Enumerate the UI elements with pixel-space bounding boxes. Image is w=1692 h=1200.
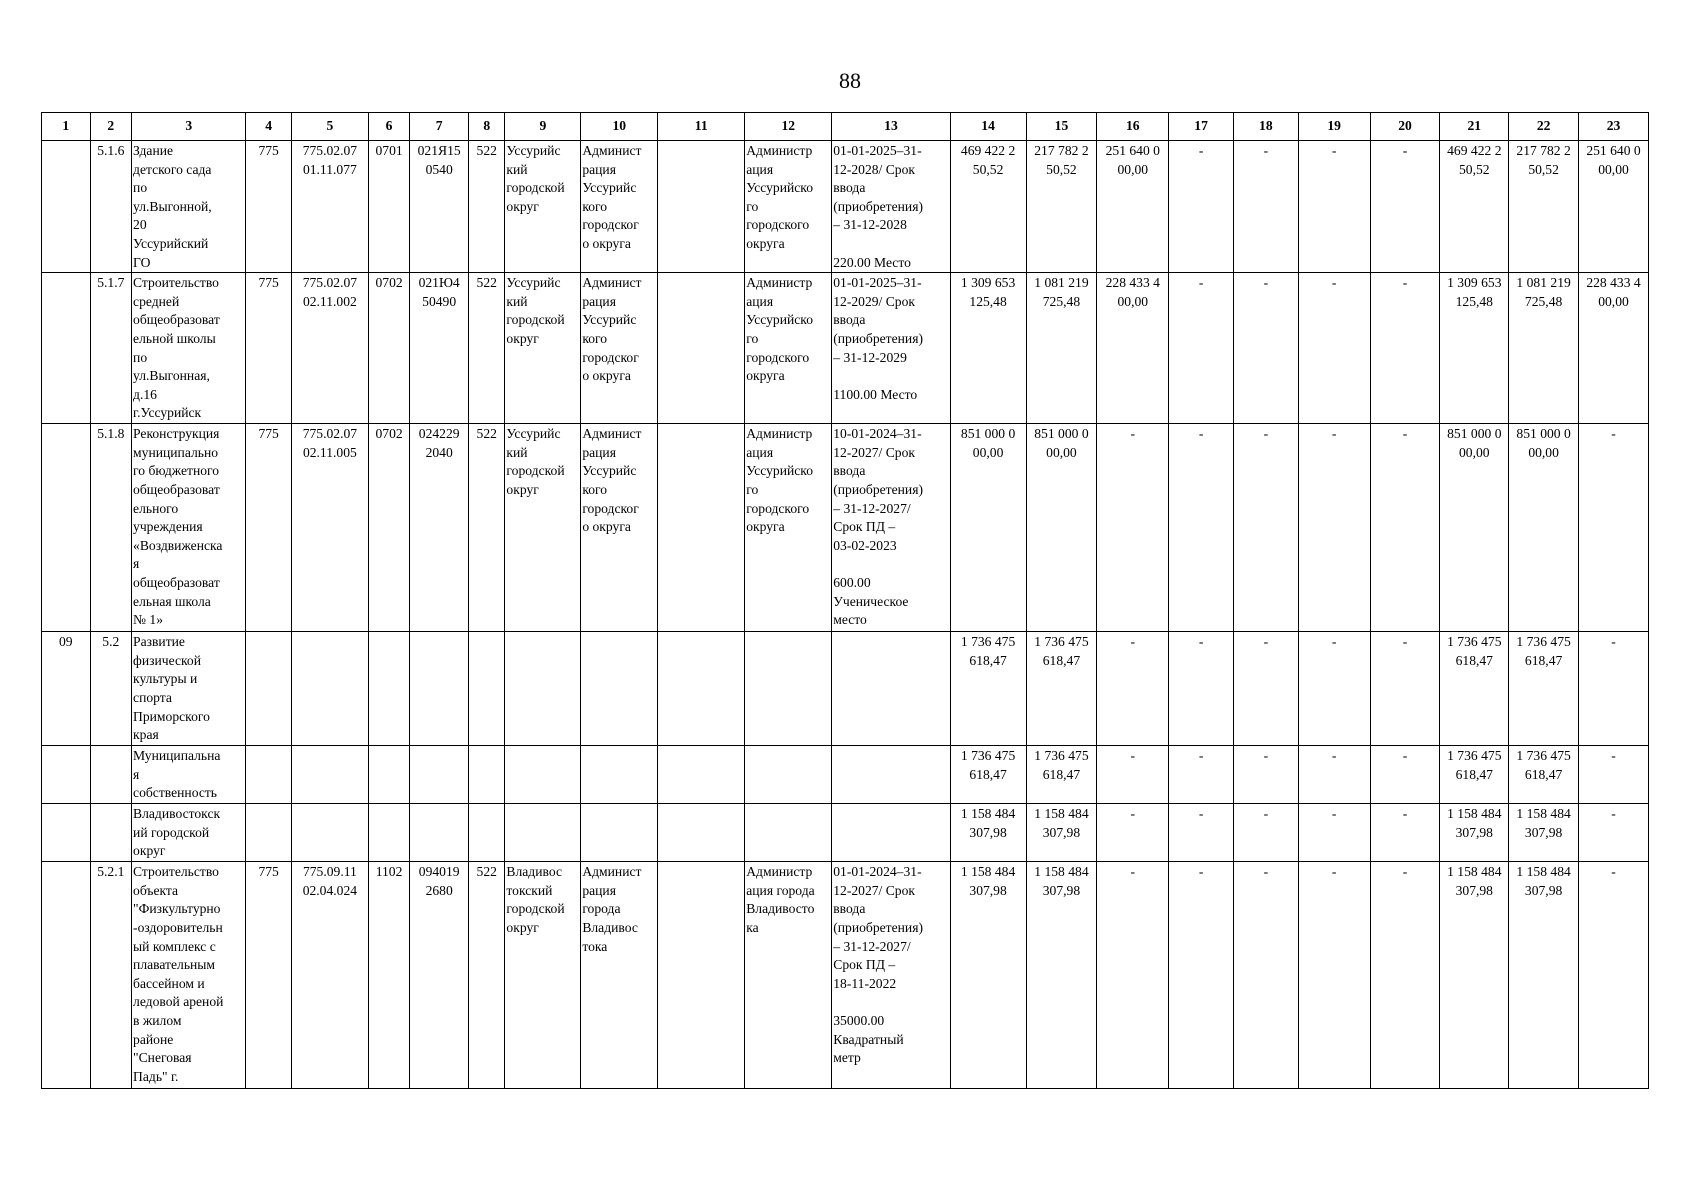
table-cell: - xyxy=(1298,273,1370,424)
table-cell: - xyxy=(1370,632,1440,746)
col-header: 4 xyxy=(246,113,292,141)
table-cell xyxy=(658,273,745,424)
table-cell xyxy=(658,862,745,1089)
budget-table xyxy=(41,112,1649,1089)
table-cell xyxy=(291,632,368,746)
table-cell: Админист рация Уссурийс кого городског о округа xyxy=(581,424,658,632)
table-cell: - xyxy=(1233,804,1298,862)
table-cell: 1 309 653 125,48 xyxy=(950,273,1026,424)
col-header: 15 xyxy=(1026,113,1097,141)
table-cell: - xyxy=(1298,141,1370,273)
table-cell xyxy=(745,746,832,804)
table-cell xyxy=(410,804,469,862)
table-row xyxy=(42,141,1649,273)
table-cell xyxy=(745,804,832,862)
table-cell xyxy=(410,746,469,804)
table-cell xyxy=(658,424,745,632)
table-cell: 851 000 0 00,00 xyxy=(1026,424,1097,632)
table-cell xyxy=(658,141,745,273)
table-cell: 1 736 475 618,47 xyxy=(950,632,1026,746)
table-cell: 228 433 4 00,00 xyxy=(1097,273,1169,424)
col-header: 9 xyxy=(505,113,581,141)
table-cell: 1 736 475 618,47 xyxy=(1509,746,1579,804)
col-header: 13 xyxy=(832,113,950,141)
table-cell: 09 xyxy=(42,632,91,746)
col-header: 10 xyxy=(581,113,658,141)
table-row xyxy=(42,273,1649,424)
table-cell: 217 782 2 50,52 xyxy=(1026,141,1097,273)
table-cell: 1 158 484 307,98 xyxy=(1440,862,1509,1089)
table-cell xyxy=(505,746,581,804)
table-cell: Администр ация Уссурийско го городского округа xyxy=(745,424,832,632)
table-cell xyxy=(658,804,745,862)
table-cell: 522 xyxy=(469,424,505,632)
table-cell: - xyxy=(1169,632,1234,746)
table-cell xyxy=(246,804,292,862)
table-cell: 094019 2680 xyxy=(410,862,469,1089)
col-header: 20 xyxy=(1370,113,1440,141)
table-cell: Реконструкция муниципально го бюджетного общеобразоват ельного учреждения «Воздвиженска я общеобразоват ельная школа № 1» xyxy=(132,424,246,632)
table-cell: 0702 xyxy=(368,424,409,632)
col-header: 22 xyxy=(1509,113,1579,141)
table-cell: 5.1.7 xyxy=(90,273,131,424)
table-cell: 1 158 484 307,98 xyxy=(1509,804,1579,862)
table-cell: Уссурийс кий городской округ xyxy=(505,141,581,273)
table-cell xyxy=(658,746,745,804)
table-cell: - xyxy=(1169,804,1234,862)
col-header: 2 xyxy=(90,113,131,141)
table-cell: - xyxy=(1233,862,1298,1089)
table-cell xyxy=(581,804,658,862)
table-cell: 01-01-2025–31- 12-2029/ Срок ввода (приобретения) – 31-12-2029 1100.00 Место xyxy=(832,273,950,424)
table-cell: 1 158 484 307,98 xyxy=(950,804,1026,862)
table-cell: - xyxy=(1579,632,1649,746)
table-cell: Здание детского сада по ул.Выгонной, 20 Уссурийский ГО xyxy=(132,141,246,273)
table-cell: - xyxy=(1169,424,1234,632)
table-cell: Админист рация города Владивос тока xyxy=(581,862,658,1089)
table-cell: 1 158 484 307,98 xyxy=(1440,804,1509,862)
table-cell xyxy=(42,862,91,1089)
table-cell xyxy=(368,746,409,804)
table-cell: Строительство средней общеобразоват ельной школы по ул.Выгонная, д.16 г.Уссурийск xyxy=(132,273,246,424)
table-cell: - xyxy=(1579,746,1649,804)
table-cell: 469 422 2 50,52 xyxy=(950,141,1026,273)
table-cell: 217 782 2 50,52 xyxy=(1509,141,1579,273)
table-cell xyxy=(832,804,950,862)
table-cell: - xyxy=(1097,632,1169,746)
table-cell: - xyxy=(1233,632,1298,746)
table-cell xyxy=(42,804,91,862)
table-cell: 1 158 484 307,98 xyxy=(1509,862,1579,1089)
table-cell xyxy=(745,632,832,746)
table-cell: Владивос токский городской округ xyxy=(505,862,581,1089)
table-cell: 1 736 475 618,47 xyxy=(1440,746,1509,804)
table-cell xyxy=(469,632,505,746)
table-cell: Администр ация Уссурийско го городского округа xyxy=(745,273,832,424)
table-cell xyxy=(291,746,368,804)
table-cell: 0701 xyxy=(368,141,409,273)
table-cell: - xyxy=(1298,632,1370,746)
table-cell: 775.02.07 02.11.002 xyxy=(291,273,368,424)
table-cell xyxy=(832,746,950,804)
table-cell: Уссурийс кий городской округ xyxy=(505,273,581,424)
table-cell xyxy=(469,746,505,804)
table-cell xyxy=(246,632,292,746)
table-cell: 1 081 219 725,48 xyxy=(1026,273,1097,424)
col-header: 23 xyxy=(1579,113,1649,141)
table-cell: 1 158 484 307,98 xyxy=(1026,862,1097,1089)
table-cell xyxy=(42,141,91,273)
table-cell: 775 xyxy=(246,862,292,1089)
table-cell xyxy=(469,804,505,862)
table-cell: Админист рация Уссурийс кого городског о округа xyxy=(581,273,658,424)
table-cell: 851 000 0 00,00 xyxy=(1440,424,1509,632)
table-cell: 024229 2040 xyxy=(410,424,469,632)
table-cell: - xyxy=(1298,746,1370,804)
table-cell: - xyxy=(1370,804,1440,862)
table-cell: 851 000 0 00,00 xyxy=(950,424,1026,632)
table-cell xyxy=(291,804,368,862)
table-cell: 1 081 219 725,48 xyxy=(1509,273,1579,424)
table-cell: 1 736 475 618,47 xyxy=(1026,632,1097,746)
col-header: 17 xyxy=(1169,113,1234,141)
table-cell: 01-01-2024–31- 12-2027/ Срок ввода (приобретения) – 31-12-2027/ Срок ПД – 18-11-2022 35000.00 Квадратный метр xyxy=(832,862,950,1089)
table-cell: Администр ация города Владивосто ка xyxy=(745,862,832,1089)
table-cell: 851 000 0 00,00 xyxy=(1509,424,1579,632)
table-cell: - xyxy=(1233,273,1298,424)
table-cell: 522 xyxy=(469,141,505,273)
table-cell: - xyxy=(1579,804,1649,862)
table-row xyxy=(42,424,1649,632)
col-header: 3 xyxy=(132,113,246,141)
col-header: 11 xyxy=(658,113,745,141)
table-cell: 775 xyxy=(246,273,292,424)
table-cell: Владивостокск ий городской округ xyxy=(132,804,246,862)
table-cell: 775.09.11 02.04.024 xyxy=(291,862,368,1089)
table-cell: - xyxy=(1169,141,1234,273)
table-cell: - xyxy=(1097,424,1169,632)
table-cell: - xyxy=(1370,424,1440,632)
col-header: 19 xyxy=(1298,113,1370,141)
table-cell: 021Я15 0540 xyxy=(410,141,469,273)
table-cell: - xyxy=(1097,862,1169,1089)
table-cell: - xyxy=(1298,862,1370,1089)
col-header: 16 xyxy=(1097,113,1169,141)
table-cell: - xyxy=(1169,273,1234,424)
table-cell: - xyxy=(1169,862,1234,1089)
table-cell: 469 422 2 50,52 xyxy=(1440,141,1509,273)
table-cell: 775.02.07 02.11.005 xyxy=(291,424,368,632)
table-row xyxy=(42,746,1649,804)
table-cell: 1 158 484 307,98 xyxy=(950,862,1026,1089)
table-cell: 5.2 xyxy=(90,632,131,746)
table-cell: 251 640 0 00,00 xyxy=(1097,141,1169,273)
table-cell: - xyxy=(1298,424,1370,632)
table-cell: 10-01-2024–31- 12-2027/ Срок ввода (приобретения) – 31-12-2027/ Срок ПД – 03-02-2023 600.00 Ученическое место xyxy=(832,424,950,632)
table-cell: Уссурийс кий городской округ xyxy=(505,424,581,632)
table-cell xyxy=(505,632,581,746)
table-cell: 1 158 484 307,98 xyxy=(1026,804,1097,862)
table-cell xyxy=(581,746,658,804)
table-cell xyxy=(368,804,409,862)
table-cell: - xyxy=(1370,746,1440,804)
table-cell: 522 xyxy=(469,273,505,424)
table-cell xyxy=(581,632,658,746)
col-header: 1 xyxy=(42,113,91,141)
table-cell xyxy=(410,632,469,746)
table-cell: - xyxy=(1298,804,1370,862)
col-header: 21 xyxy=(1440,113,1509,141)
table-cell: 1 309 653 125,48 xyxy=(1440,273,1509,424)
table-cell: 5.1.6 xyxy=(90,141,131,273)
table-cell xyxy=(658,632,745,746)
col-header: 14 xyxy=(950,113,1026,141)
header-row xyxy=(42,113,1649,141)
table-body xyxy=(42,141,1649,1089)
page-number: 88 xyxy=(839,68,861,93)
table-cell: - xyxy=(1579,424,1649,632)
table-cell xyxy=(42,273,91,424)
table-cell: - xyxy=(1233,746,1298,804)
col-header: 8 xyxy=(469,113,505,141)
col-header: 18 xyxy=(1233,113,1298,141)
table-row xyxy=(42,862,1649,1089)
table-cell xyxy=(246,746,292,804)
col-header: 5 xyxy=(291,113,368,141)
col-header: 6 xyxy=(368,113,409,141)
table-cell xyxy=(832,632,950,746)
table-cell: 1102 xyxy=(368,862,409,1089)
table-cell: Развитие физической культуры и спорта Приморского края xyxy=(132,632,246,746)
table-cell xyxy=(90,746,131,804)
table-cell: Админист рация Уссурийс кого городског о округа xyxy=(581,141,658,273)
table-cell: - xyxy=(1370,862,1440,1089)
table-cell: 5.1.8 xyxy=(90,424,131,632)
table-cell: 0702 xyxy=(368,273,409,424)
table-cell: 228 433 4 00,00 xyxy=(1579,273,1649,424)
table-cell xyxy=(42,746,91,804)
table-cell: Муниципальна я собственность xyxy=(132,746,246,804)
col-header: 7 xyxy=(410,113,469,141)
table-cell: - xyxy=(1097,746,1169,804)
table-cell: 021Ю4 50490 xyxy=(410,273,469,424)
table-cell xyxy=(90,804,131,862)
table-cell xyxy=(42,424,91,632)
table-cell: 1 736 475 618,47 xyxy=(1509,632,1579,746)
table-cell: - xyxy=(1370,141,1440,273)
col-header: 12 xyxy=(745,113,832,141)
table-cell: - xyxy=(1370,273,1440,424)
table-cell: 251 640 0 00,00 xyxy=(1579,141,1649,273)
table-cell: - xyxy=(1097,804,1169,862)
table-cell xyxy=(368,632,409,746)
table-cell: 775 xyxy=(246,424,292,632)
table-cell: 5.2.1 xyxy=(90,862,131,1089)
table-row xyxy=(42,804,1649,862)
table-cell: 1 736 475 618,47 xyxy=(1026,746,1097,804)
table-row xyxy=(42,632,1649,746)
table-cell: 1 736 475 618,47 xyxy=(950,746,1026,804)
table-cell: 01-01-2025–31- 12-2028/ Срок ввода (приобретения) – 31-12-2028 220.00 Место xyxy=(832,141,950,273)
table-cell: - xyxy=(1169,746,1234,804)
table-cell: 775.02.07 01.11.077 xyxy=(291,141,368,273)
table-cell: - xyxy=(1233,424,1298,632)
table-cell: - xyxy=(1233,141,1298,273)
table-cell: - xyxy=(1579,862,1649,1089)
table-cell: Администр ация Уссурийско го городского округа xyxy=(745,141,832,273)
table-cell: 1 736 475 618,47 xyxy=(1440,632,1509,746)
table-cell: Строительство объекта "Физкультурно -оздоровительн ый комплекс с плавательным бассейном и ледовой ареной в жилом районе "Снеговая Падь" г. xyxy=(132,862,246,1089)
table-cell: 775 xyxy=(246,141,292,273)
table-cell: 522 xyxy=(469,862,505,1089)
table-cell xyxy=(505,804,581,862)
